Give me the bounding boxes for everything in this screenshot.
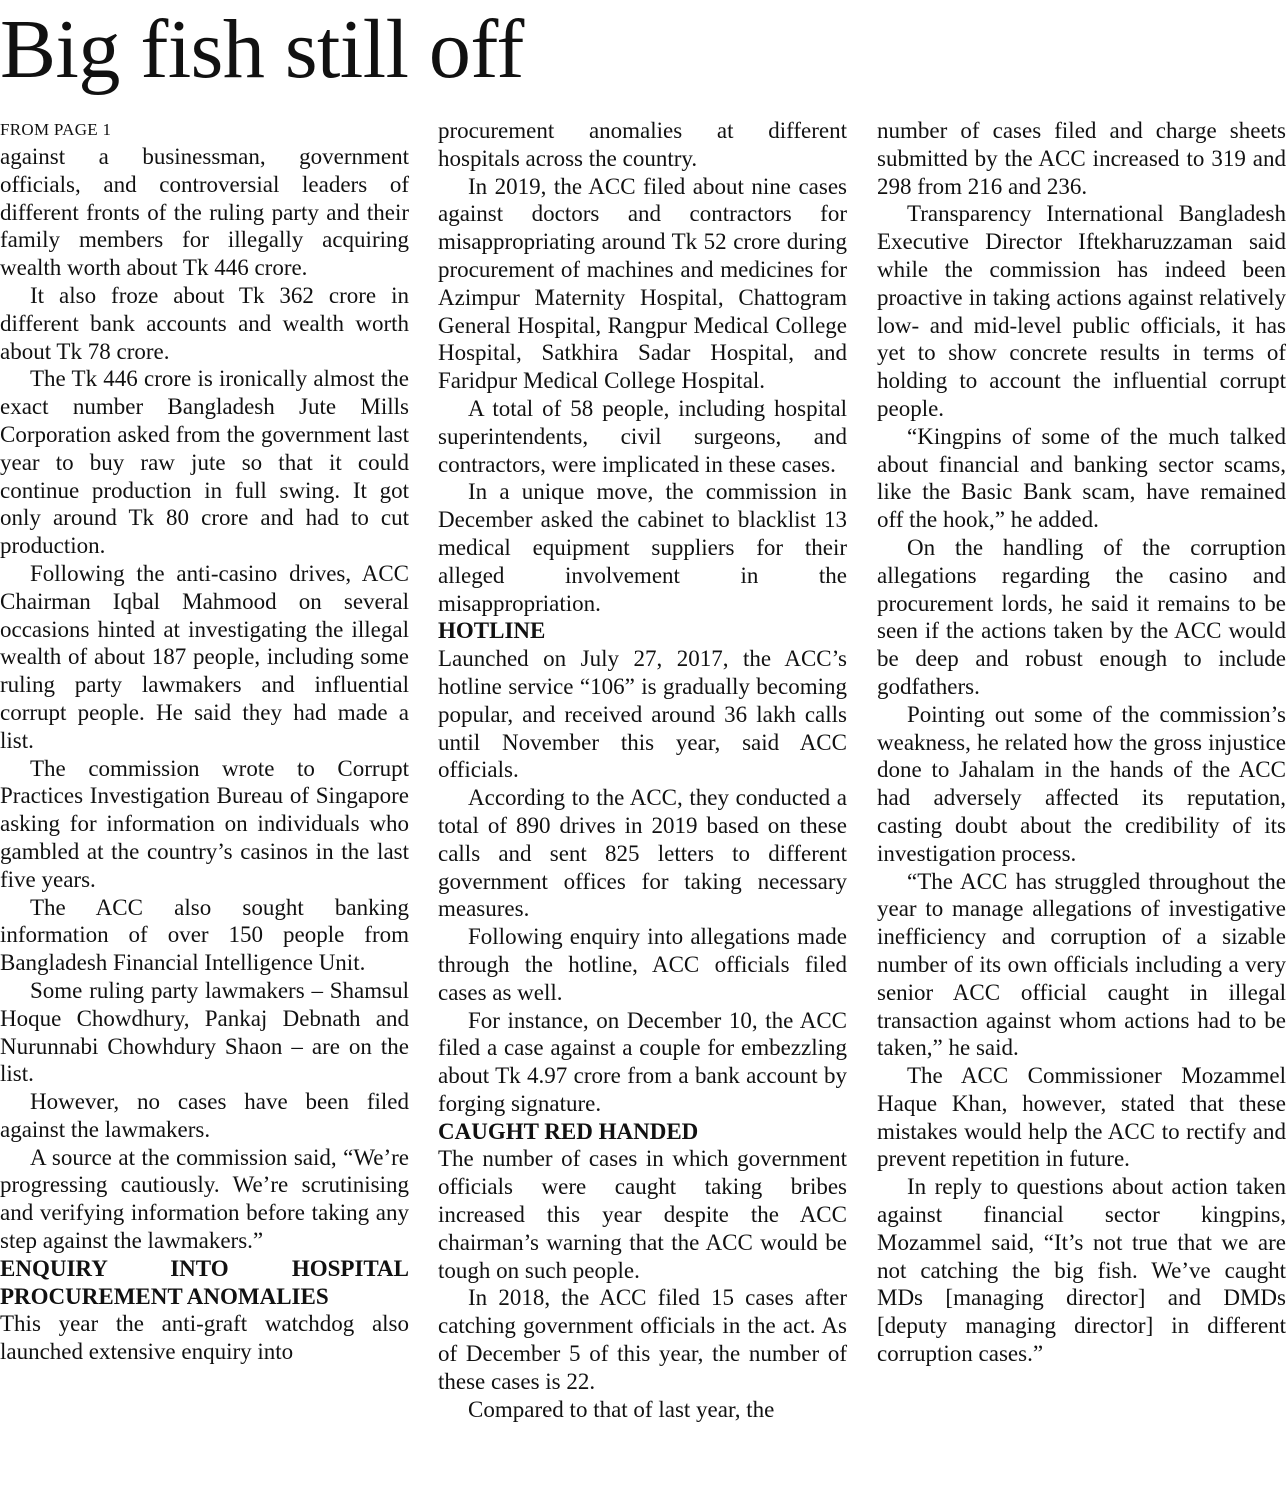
paragraph: Following the anti-casino drives, ACC Chairman Iqbal Mahmood on several occasions hinted at investigating the illegal wealth of about 187 people, including some ruling party lawmakers and influential corrupt people. He said they had made a list. xyxy=(0,560,409,753)
column-2 xyxy=(438,117,847,1423)
subheading-caught-red-handed: CAUGHT RED HANDED xyxy=(438,1118,699,1144)
paragraph: For instance, on December 10, the ACC filed a case against a couple for embezzling about Tk 4.97 crore from a bank account by forging signature. xyxy=(438,1007,847,1116)
paragraph: The commission wrote to Corrupt Practices Investigation Bureau of Singapore asking for information on individuals who gambled at the country’s casinos in the last five years. xyxy=(0,755,409,892)
paragraph: On the handling of the corruption allegations regarding the casino and procurement lords, he said it remains to be seen if the actions taken by the ACC would be deep and robust enough to include godfathers. xyxy=(877,534,1286,699)
paragraph: In 2019, the ACC filed about nine cases against doctors and contractors for misappropriating around Tk 52 crore during procurement of machines and medicines for Azimpur Maternity Hospital, Chattogram General Hospital, Rangpur Medical College Hospital, Satkhira Sadar Hospital, and Faridpur Medical College Hospital. xyxy=(438,173,847,394)
paragraph: Pointing out some of the commission’s weakness, he related how the gross injustice done to Jahalam in the hands of the ACC had adversely affected its reputation, casting doubt about the credibility of its investigation process. xyxy=(877,701,1286,866)
paragraph: Launched on July 27, 2017, the ACC’s hotline service “106” is gradually becoming popular, and received around 36 lakh calls until November this year, said ACC officials. xyxy=(438,646,847,783)
headline: Big fish still off xyxy=(0,3,524,96)
continued-from-label: FROM PAGE 1 xyxy=(0,120,112,139)
paragraph: procurement anomalies at different hospitals across the country. xyxy=(438,118,847,171)
paragraph: The ACC Commissioner Mozammel Haque Khan, however, stated that these mistakes would help the ACC to rectify and prevent repetition in future. xyxy=(877,1063,1286,1172)
subheading-hospital-procurement: ENQUIRY INTO HOSPITAL PROCUREMENT ANOMALIES xyxy=(0,1255,409,1309)
paragraph: However, no cases have been filed against the lawmakers. xyxy=(0,1089,409,1142)
paragraph: Following enquiry into allegations made through the hotline, ACC officials filed cases as well. xyxy=(438,924,847,1005)
paragraph: “The ACC has struggled throughout the year to manage allegations of investigative inefficiency and corruption of a sizable number of its own officials including a very senior ACC official caught in illegal transaction against whom actions had to be taken,” he said. xyxy=(877,868,1286,1061)
column-1 xyxy=(0,117,409,1366)
paragraph: Some ruling party lawmakers – Shamsul Hoque Chowdhury, Pankaj Debnath and Nurunnabi Chowhdury Shaon – are on the list. xyxy=(0,977,409,1087)
paragraph: It also froze about Tk 362 crore in different bank accounts and wealth worth about Tk 78 crore. xyxy=(0,282,409,364)
paragraph: The number of cases in which government officials were caught taking bribes increased this year despite the ACC chairman’s warning that the ACC would be tough on such people. xyxy=(438,1146,847,1283)
paragraph: A total of 58 people, including hospital superintendents, civil surgeons, and contractors, were implicated in these cases. xyxy=(438,395,847,477)
paragraph: against a businessman, government officials, and controversial leaders of different fronts of the ruling party and their family members for illegally acquiring wealth worth about Tk 446 crore. xyxy=(0,144,409,281)
paragraph: A source at the commission said, “We’re progressing cautiously. We’re scrutinising and verifying information before taking any step against the lawmakers.” xyxy=(0,1144,409,1254)
subheading-hotline: HOTLINE xyxy=(438,618,546,644)
paragraph: According to the ACC, they conducted a total of 890 drives in 2019 based on these calls and sent 825 letters to different government offices for taking necessary measures. xyxy=(438,785,847,922)
paragraph: This year the anti-graft watchdog also launched extensive enquiry into xyxy=(0,1311,409,1365)
paragraph: In a unique move, the commission in December asked the cabinet to blacklist 13 medical equipment suppliers for their alleged involvement in the misappropriation. xyxy=(438,479,847,616)
paragraph: In reply to questions about action taken against financial sector kingpins, Mozammel said, “It’s not true that we are not catching the big fish. We’ve caught MDs [managing director] and DMDs [deputy managing director] in different corruption cases.” xyxy=(877,1174,1286,1367)
paragraph: “Kingpins of some of the much talked about financial and banking sector scams, like the Basic Bank scam, have remained off the hook,” he added. xyxy=(877,423,1286,533)
paragraph: In 2018, the ACC filed 15 cases after catching government officials in the act. As of December 5 of this year, the number of these cases is 22. xyxy=(438,1285,847,1394)
paragraph: The ACC also sought banking information of over 150 people from Bangladesh Financial Intelligence Unit. xyxy=(0,894,409,976)
paragraph: number of cases filed and charge sheets submitted by the ACC increased to 319 and 298 from 216 and 236. xyxy=(877,118,1286,199)
paragraph: Compared to that of last year, the xyxy=(468,1396,775,1422)
paragraph: The Tk 446 crore is ironically almost the exact number Bangladesh Jute Mills Corporation asked from the government last year to buy raw jute so that it could continue production in full swing. It got only around Tk 80 crore and had to cut production. xyxy=(0,366,409,559)
column-3 xyxy=(877,117,1286,1368)
paragraph: Transparency International Bangladesh Executive Director Iftekharuzzaman said while the commission has indeed been proactive in taking actions against relatively low- and mid-level public officials, it has yet to show concrete results in terms of holding to account the influential corrupt people. xyxy=(877,201,1286,421)
